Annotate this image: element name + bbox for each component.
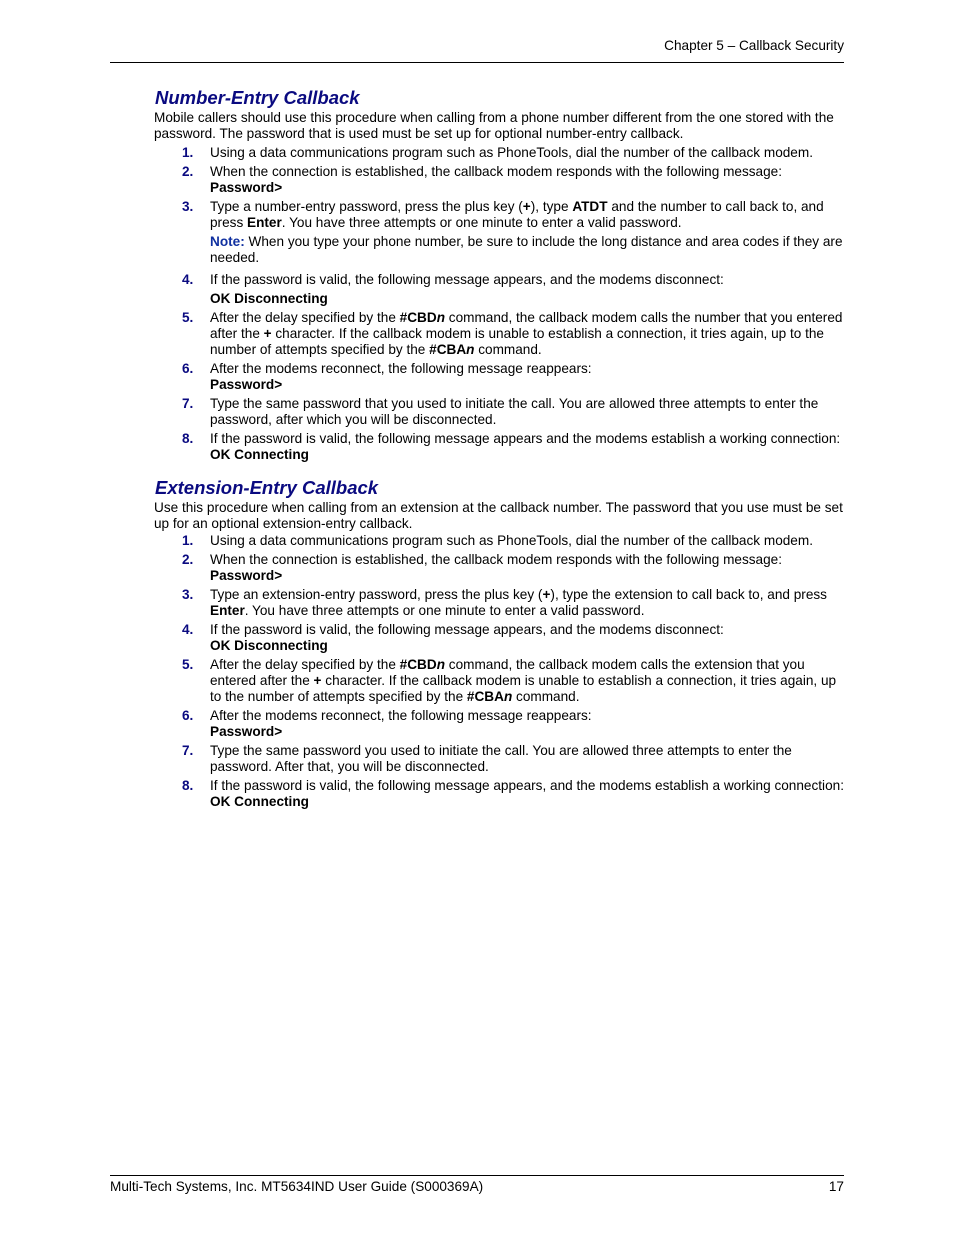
step-text: If the password is valid, the following message appears and the modems establish a working connection: <box>210 431 841 446</box>
step-text-part: command, the callback modem calls the number that you entered after the <box>210 310 843 341</box>
modem-message: Password> <box>210 180 283 195</box>
step-text-bold: #CBD <box>399 657 437 672</box>
step-text: If the password is valid, the following message appears, and the modems disconnect: <box>210 622 724 637</box>
step-text-part: After the delay specified by the <box>210 657 400 672</box>
step-text-bold-italic: n <box>466 342 475 357</box>
step-number: 5. <box>182 310 194 325</box>
step-item <box>154 145 844 161</box>
step-text-bold: + <box>522 199 531 214</box>
step-text: If the password is valid, the following message appears, and the modems establish a working connection: <box>210 778 844 793</box>
step-text-part: Type a number-entry password, press the plus key ( <box>210 199 523 214</box>
step-text: Using a data communications program such as PhoneTools, dial the number of the callback modem. <box>210 145 813 160</box>
step-text-bold: #CBA <box>429 342 467 357</box>
step-text <box>210 199 824 230</box>
step-text <box>210 310 842 357</box>
step-text-part: character. If the callback modem is unable to establish a connection, it tries again, up to the number of attempts specified by the <box>210 673 837 704</box>
modem-message: OK Connecting <box>210 794 309 809</box>
modem-message: Password> <box>210 568 283 583</box>
step-text-bold: + <box>313 673 322 688</box>
step-text <box>210 657 836 704</box>
step-item <box>154 310 844 358</box>
step-item <box>154 533 844 549</box>
step-text: Using a data communications program such as PhoneTools, dial the number of the callback modem. <box>210 533 813 548</box>
step-item <box>154 708 844 740</box>
header-rule <box>110 62 844 63</box>
step-number: 4. <box>182 272 194 287</box>
running-header: Chapter 5 – Callback Security <box>664 38 844 53</box>
section-intro: Use this procedure when calling from an extension at the callback number. The password that you use must be set up for an optional extension-entry callback. <box>154 500 843 531</box>
step-number: 2. <box>182 164 194 179</box>
step-text-part: After the delay specified by the <box>210 310 400 325</box>
step-item <box>154 396 844 428</box>
step-number: 6. <box>182 708 194 723</box>
step-text-part: character. If the callback modem is unable to establish a connection, it tries again, up to the number of attempts specified by the <box>210 326 824 357</box>
footer-rule <box>110 1175 844 1176</box>
step-item <box>154 199 844 266</box>
step-text-part: command. <box>474 342 542 357</box>
step-item <box>154 587 844 619</box>
section-extension-entry-callback <box>154 476 844 810</box>
step-text: After the modems reconnect, the following message reappears: <box>210 361 592 376</box>
step-item <box>154 164 844 196</box>
step-text: If the password is valid, the following message appears, and the modems disconnect: <box>210 272 724 287</box>
step-number: 3. <box>182 199 194 214</box>
running-footer <box>110 1179 844 1195</box>
step-text-bold: #CBA <box>466 689 504 704</box>
footer-title: Multi-Tech Systems, Inc. MT5634IND User Guide (S000369A) <box>110 1179 484 1194</box>
step-text-part: command. <box>512 689 580 704</box>
step-number: 5. <box>182 657 194 672</box>
step-text-bold-italic: n <box>503 689 513 704</box>
step-item <box>154 778 844 810</box>
step-list <box>154 533 844 810</box>
step-text-bold: + <box>263 326 272 341</box>
step-number: 1. <box>182 145 194 160</box>
step-text: When the connection is established, the callback modem responds with the following message: <box>210 552 783 567</box>
step-text: Type the same password you used to initiate the call. You are allowed three attempts to enter the password. After that, you will be disconnected. <box>210 743 792 774</box>
page-content <box>154 86 844 810</box>
step-text-part: . You have three attempts or one minute to enter a valid password. <box>244 603 645 618</box>
modem-message: OK Disconnecting <box>210 638 328 653</box>
step-number: 7. <box>182 396 194 411</box>
step-number: 8. <box>182 431 194 446</box>
step-text-part: Type an extension-entry password, press the plus key ( <box>210 587 543 602</box>
step-text: When the connection is established, the callback modem responds with the following message: <box>210 164 783 179</box>
step-text: Type the same password that you used to initiate the call. You are allowed three attempts to enter the password, after which you will be disconnected. <box>210 396 819 427</box>
step-number: 4. <box>182 622 194 637</box>
step-text-bold-italic: n <box>436 657 445 672</box>
step-text-part: . You have three attempts or one minute to enter a valid password. <box>281 215 682 230</box>
step-item <box>154 361 844 393</box>
step-list <box>154 145 844 463</box>
step-text-bold-italic: n <box>436 310 445 325</box>
section-number-entry-callback <box>154 86 844 463</box>
note-label: Note: <box>210 234 245 249</box>
step-text-part: ), type the extension to call back to, and press <box>550 587 827 602</box>
step-number: 1. <box>182 533 194 548</box>
modem-message: OK Connecting <box>210 447 309 462</box>
step-text-bold: #CBD <box>399 310 437 325</box>
step-item <box>154 431 844 463</box>
step-item <box>154 272 844 307</box>
section-intro: Mobile callers should use this procedure when calling from a phone number different from the one stored with the password. The password that is used must be set up for optional number-entry callback. <box>154 110 834 141</box>
step-note <box>210 234 844 266</box>
step-number: 7. <box>182 743 194 758</box>
section-title: Number-Entry Callback <box>155 87 360 108</box>
step-item <box>154 743 844 775</box>
step-text <box>210 587 827 618</box>
modem-message: OK Disconnecting <box>210 291 328 306</box>
step-text-bold: + <box>542 587 551 602</box>
step-text-bold: Enter <box>247 215 282 230</box>
step-text-bold: ATDT <box>572 199 608 214</box>
modem-message: Password> <box>210 377 283 392</box>
note-text: When you type your phone number, be sure to include the long distance and area codes if they are needed. <box>210 234 843 265</box>
step-number: 3. <box>182 587 194 602</box>
step-item <box>154 552 844 584</box>
step-number: 6. <box>182 361 194 376</box>
step-text-bold: Enter <box>210 603 245 618</box>
step-text-part: and the number to call back to, and press <box>210 199 824 230</box>
section-title: Extension-Entry Callback <box>155 477 379 498</box>
step-item <box>154 622 844 654</box>
step-text-part: command, the callback modem calls the extension that you entered after the <box>210 657 805 688</box>
step-text: After the modems reconnect, the following message reappears: <box>210 708 592 723</box>
step-number: 8. <box>182 778 194 793</box>
modem-message: Password> <box>210 724 283 739</box>
page-number: 17 <box>828 1179 844 1194</box>
step-number: 2. <box>182 552 194 567</box>
step-item <box>154 657 844 705</box>
step-text-part: ), type <box>530 199 573 214</box>
